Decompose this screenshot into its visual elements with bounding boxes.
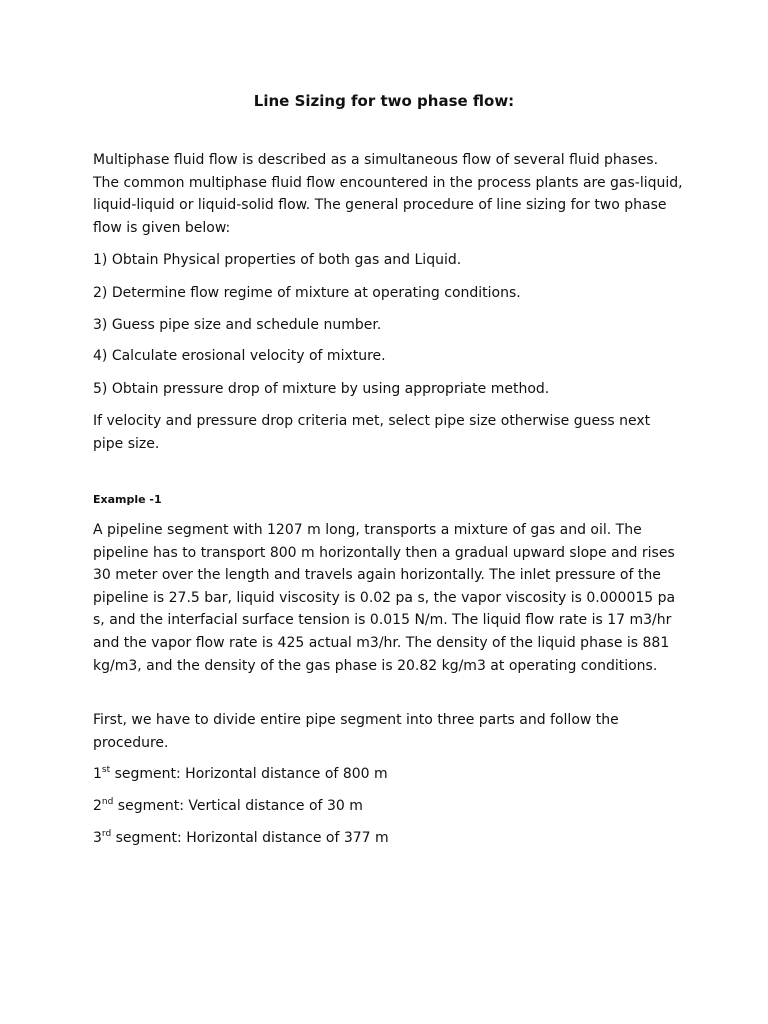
segment-1 [93,763,683,786]
step-1: 1) Obtain Physical properties of both gas and Liquid. [93,252,462,268]
document-title: Line Sizing for two phase flow: [253,92,515,110]
segment-2-ordinal: nd [101,797,114,807]
divide-paragraph: First, we have to divide entire pipe segment into three parts and follow the procedure. [93,712,619,751]
segment-2-text: segment: Vertical distance of 30 m [113,798,363,814]
segment-1-number: 1 [93,766,102,782]
segment-1-text: segment: Horizontal distance of 800 m [110,766,388,782]
segment-3-ordinal: rd [101,829,112,839]
step-3: 3) Guess pipe size and schedule number. [93,317,382,333]
step-2: 2) Determine flow regime of mixture at operating conditions. [93,285,521,301]
segment-2-number: 2 [93,798,102,814]
segment-3 [93,827,683,850]
intro-paragraph: Multiphase fluid flow is described as a simultaneous flow of several fluid phases. The common multiphase fluid flow encountered in the process plants are gas-liquid, liquid-liquid or liquid-solid flow. The general procedure of line sizing for two phase flow is given below: [93,152,683,236]
step-4: 4) Calculate erosional velocity of mixture. [93,348,386,364]
segment-3-number: 3 [93,830,102,846]
segment-3-text: segment: Horizontal distance of 377 m [111,830,389,846]
example-paragraph: A pipeline segment with 1207 m long, transports a mixture of gas and oil. The pipeline has to transport 800 m horizontally then a gradual upward slope and rises 30 meter over the length and travels again horizontally. The inlet pressure of the pipeline is 27.5 bar, liquid viscosity is 0.02 pa s, the vapor viscosity is 0.000015 pa s, and the interfacial surface tension is 0.015 N/m. The liquid flow rate is 17 m3/hr and the vapor flow rate is 425 actual m3/hr. The density of the liquid phase is 881 kg/m3, and the density of the gas phase is 20.82 kg/m3 at operating conditions. [93,522,676,674]
example-heading: Example -1 [93,493,162,506]
segment-2 [93,795,683,818]
segment-1-ordinal: st [101,765,111,775]
criteria-paragraph: If velocity and pressure drop criteria met, select pipe size otherwise guess next pipe size. [93,413,651,452]
step-5: 5) Obtain pressure drop of mixture by using appropriate method. [93,381,550,397]
